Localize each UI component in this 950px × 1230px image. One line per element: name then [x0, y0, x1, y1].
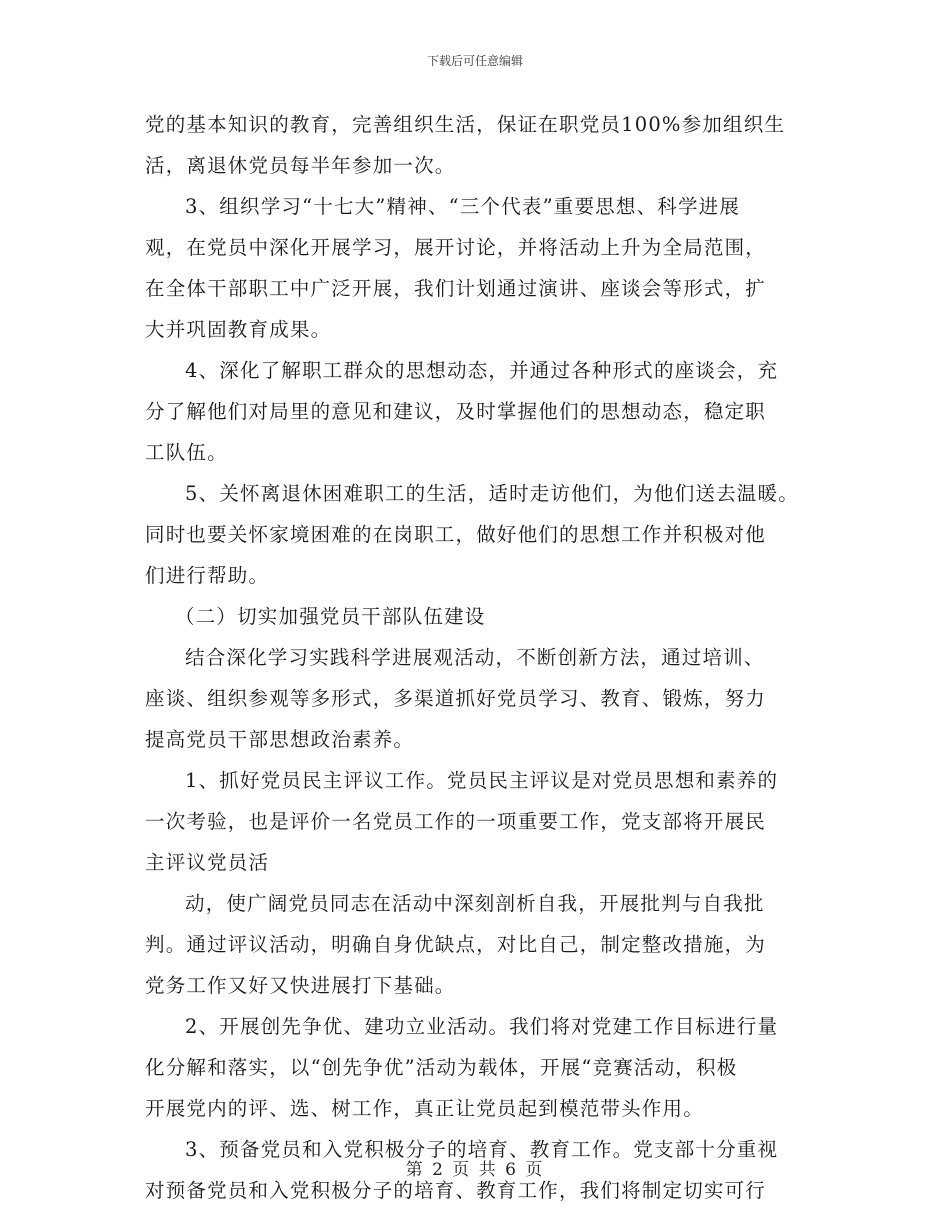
- page-number: 第 2 页 共 6 页: [405, 1160, 545, 1180]
- text-line: 党的基本知识的教育，完善组织生活，保证在职党员100%参加组织生: [145, 113, 786, 136]
- paragraph-start: 5、关怀离退休困难职工的生活，适时走访他们，为他们送去温暖。: [185, 482, 799, 505]
- text-line: 提高党员干部思想政治素养。: [145, 728, 415, 751]
- text-line: 座谈、组织参观等多形式，多渠道抓好党员学习、教育、锻炼，努力: [145, 687, 767, 710]
- paragraph-start: 结合深化学习实践科学进展观活动，不断创新方法，通过培训、: [185, 646, 765, 669]
- text-line: 在全体干部职工中广泛开展，我们计划通过演讲、座谈会等形式，扩: [145, 277, 767, 300]
- paragraph-start: 2、开展创先争优、建功立业活动。我们将对党建工作目标进行量: [185, 1015, 779, 1038]
- paragraph-start: 3、预备党员和入党积极分子的培育、教育工作。党支部十分重视: [185, 1138, 779, 1161]
- text-line: 大并巩固教育成果。: [145, 318, 332, 341]
- text-line: 同时也要关怀家境困难的在岗职工，做好他们的思想工作并积极对他: [145, 523, 767, 546]
- text-line: 党务工作又好又快进展打下基础。: [145, 974, 456, 997]
- text-line: 工队伍。: [145, 441, 228, 464]
- document-body: [145, 104, 815, 1211]
- text-line: 活，离退休党员每半年参加一次。: [145, 154, 456, 177]
- text-line: 观，在党员中深化开展学习，展开讨论，并将活动上升为全局范围，: [145, 236, 767, 259]
- paragraph-start: 1、抓好党员民主评议工作。党员民主评议是对党员思想和素养的: [185, 769, 779, 792]
- text-line: 一次考验，也是评价一名党员工作的一项重要工作，党支部将开展民: [145, 810, 767, 833]
- section-heading: （二）切实加强党员干部队伍建设: [175, 605, 486, 628]
- page-header: 下载后可任意编辑: [426, 54, 523, 68]
- paragraph-start: 4、深化了解职工群众的思想动态，并通过各种形式的座谈会，充: [185, 359, 779, 382]
- text-line: 化分解和落实，以“创先争优”活动为载体，开展“竞赛活动，积极: [145, 1056, 738, 1079]
- text-line: 主评议党员活: [145, 851, 270, 874]
- paragraph-start: 3、组织学习“十七大”精神、“三个代表”重要思想、科学进展: [185, 195, 741, 218]
- text-line: 对预备党员和入党积极分子的培育、教育工作，我们将制定切实可行: [145, 1179, 767, 1202]
- text-line: 们进行帮助。: [145, 564, 270, 587]
- paragraph-start: 动，使广阔党员同志在活动中深刻剖析自我，开展批判与自我批: [185, 892, 765, 915]
- text-line: 开展党内的评、选、树工作，真正让党员起到模范带头作用。: [145, 1097, 704, 1120]
- text-line: 分了解他们对局里的意见和建议，及时掌握他们的思想动态，稳定职: [145, 400, 767, 423]
- text-line: 判。通过评议活动，明确自身优缺点，对比自己，制定整改措施，为: [145, 933, 767, 956]
